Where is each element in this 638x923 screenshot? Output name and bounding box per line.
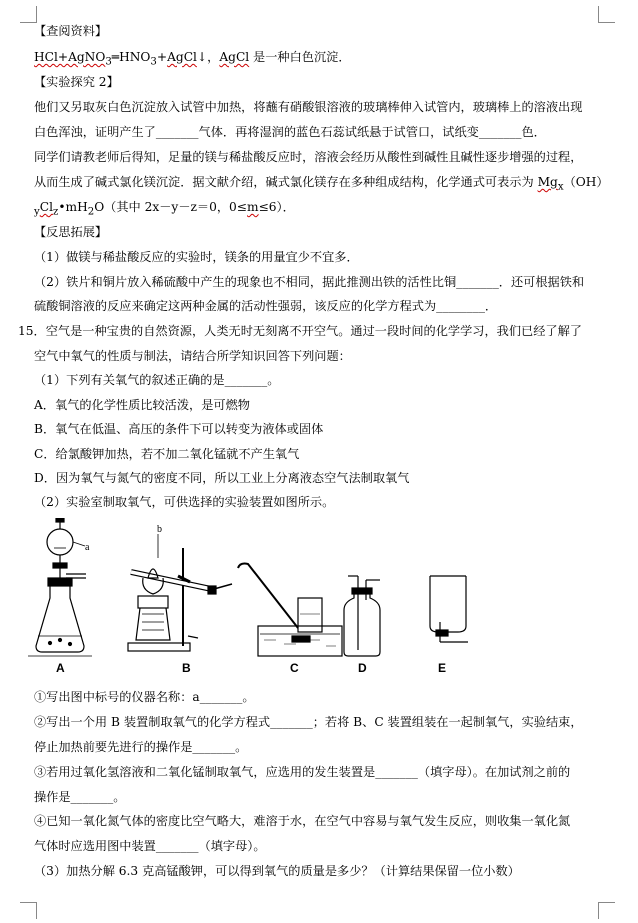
question-15-part2: （2）实验室制取氧气，可供选择的实验装置如图所示。 [34,495,335,509]
label-a: A [56,661,65,675]
subquestion-3-line1: ③若用过氧化氢溶液和二氧化锰制取氧气，应选用的发生装置是_______（填字母）。在加试剂之前的 [34,765,571,779]
apparatus-b [128,534,232,651]
label-d: D [358,661,367,675]
eq-product-hno: ═HNO [111,50,151,64]
option-b: B．氧气在低温、高压的条件下可以转变为液体或固体 [34,422,324,436]
label-b: B [182,661,191,675]
label-e: E [438,661,447,675]
eq-plus: + [156,50,168,64]
apparatus-svg [28,518,488,676]
formula-mh: •mH [58,200,88,214]
eq-agcl-1: AgCl [167,50,197,64]
apparatus-d [344,576,380,656]
option-a: A．氧气的化学性质比较活泼，是可燃物 [34,398,250,412]
para2-line2 [34,174,609,195]
formula-mg: Mg [537,175,558,189]
label-a-small: a [85,542,90,553]
formula-condition: O（其中 2x－y－z＝0，0≤ [94,200,248,214]
option-d: D．因为氧气与氮气的密度不同，所以工业上分离液态空气法制取氧气 [34,471,410,485]
formula-condition-end: ≤6）． [258,200,295,214]
formula-z: z [52,206,59,218]
question-15-line1: 15．空气是一种宝贵的自然资源，人类无时无刻离不开空气。通过一段时间的化学学习，我们已经了解了 [18,324,582,338]
formula-x: x [557,181,564,193]
reflection-2-line2: 硫酸铜溶液的反应来确定这两种金属的活动性强弱，该反应的化学方程式为________． [34,299,498,313]
question-15-part1: （1）下列有关氧气的叙述正确的是_______。 [34,373,280,387]
subquestion-3-line2: 操作是_______。 [34,790,126,804]
subquestion-4-line2: 气体时应选用图中装置_______（填字母）。 [34,839,266,853]
apparatus-figure [28,518,488,676]
apparatus-a [28,518,92,656]
option-c: C．给氯酸钾加热，若不加二氧化锰就不产生氧气 [34,447,300,461]
apparatus-e [430,576,468,642]
formula-oh: （OH） [563,175,609,189]
question-15-part3: （3）加热分解 6.3 克高锰酸钾，可以得到氧气的质量是多少？（计算结果保留一位小数） [34,864,520,878]
subquestion-2-line1: ②写出一个用 B 装置制取氧气的化学方程式_______；若将 B、C 装置组装在一起制氧气，实验结束， [34,715,583,729]
eq-agcl-2: AgCl [219,50,250,64]
question-15-line2: 空气中氧气的性质与制法，请结合所学知识回答下列问题： [34,349,351,363]
formula-cl: Cl [39,200,53,214]
section-reference: 【查阅资料】 [34,24,108,38]
para2-line1: 同学们请教老师后得知，足量的镁与稀盐酸反应时，溶液会经历从酸性到碱性且碱性逐步增强的过程， [34,150,583,164]
eq-arrow: ↓， [196,50,220,64]
para1-line1: 他们又另取灰白色沉淀放入试管中加热，将蘸有硝酸银溶液的玻璃棒伸入试管内，玻璃棒上的溶液出现 [34,100,583,114]
crop-mark-bottom-right [598,902,615,919]
section-reflection: 【反思拓展】 [34,225,108,239]
crop-mark-top-right [598,6,615,23]
label-c: C [290,661,299,675]
reference-equation [34,49,351,70]
eq-sub-3b: 3 [150,56,157,68]
eq-note: 是一种白色沉淀． [249,50,351,64]
apparatus-c [238,564,342,657]
subquestion-4-line1: ④已知一氧化氮气体的密度比空气略大，难溶于水，在空气中容易与氧气发生反应，则收集一氧化氮 [34,814,571,828]
formula-m: m [247,200,259,214]
formula-sub2: 2 [87,206,95,218]
reflection-1: （1）做镁与稀盐酸反应的实验时，镁条的用量宜少不宜多． [34,250,359,264]
section-experiment-2: 【实验探究 2】 [34,75,119,89]
para2-text: 从而生成了碱式氯化镁沉淀．据文献介绍，碱式氯化镁存在多种组成结构，化学通式可表示为 [34,175,538,189]
subquestion-1: ①写出图中标号的仪器名称：a_______。 [34,690,255,704]
eq-reactants: HCl+AgNO [34,50,106,64]
eq-sub-3: 3 [105,56,112,68]
label-b-small: b [157,524,162,535]
para2-line3 [34,199,295,220]
crop-mark-top-left [20,6,37,23]
reflection-2-line1: （2）铁片和铜片放入稀硫酸中产生的现象也不相同，据此推测出铁的活性比铜_______．还可根据铁和 [34,275,585,289]
para1-line2: 白色浑浊，证明产生了_______气体．再将湿润的蓝色石蕊试纸悬于试管口，试纸变_______色． [34,125,546,139]
formula-y: y [34,206,40,218]
subquestion-2-line2: 停止加热前要先进行的操作是_______。 [34,740,248,754]
crop-mark-bottom-left [20,902,37,919]
